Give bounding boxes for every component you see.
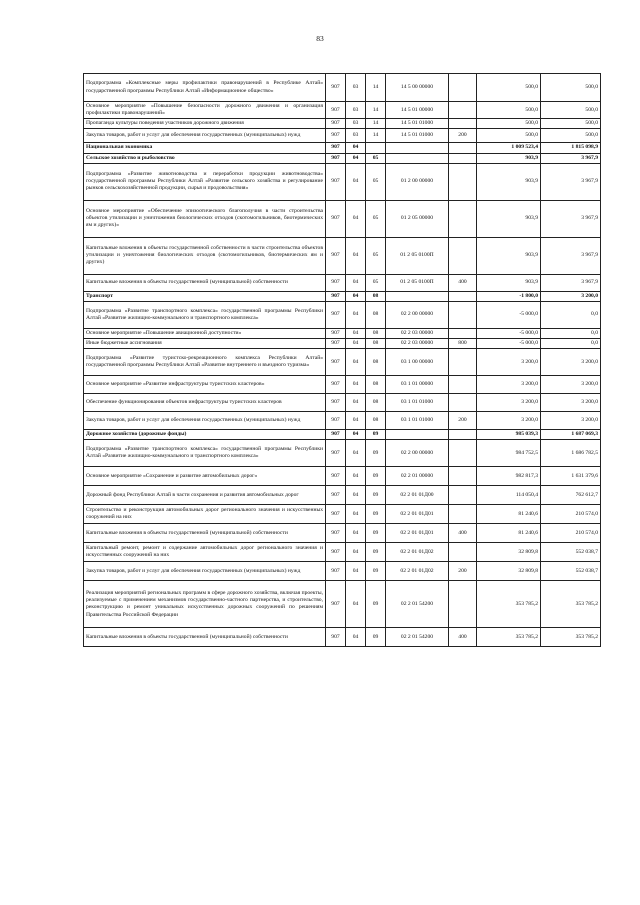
row-name: Подпрограмма «Развитие животноводства и переработки продукции животноводства» государственной программы Республики Алтай «Развитие сельского хозяйства и регулирование рынков сельскохозяйственной продукции, сырья и продовольствия» — [84, 163, 326, 200]
cell-subsection: 09 — [366, 562, 386, 581]
cell-expense-type — [449, 349, 477, 376]
cell-section: 04 — [346, 430, 366, 440]
table-row — [84, 505, 601, 524]
row-name: Закупка товаров, работ и услуг для обеспечения государственных (муниципальных) нужд — [84, 129, 326, 143]
table-row — [84, 119, 601, 129]
cell-amount-year-2: 500,0 — [541, 129, 601, 143]
cell-amount-year-1: 903,9 — [477, 153, 541, 163]
cell-expense-type: 400 — [449, 524, 477, 543]
cell-grbs: 907 — [326, 274, 346, 291]
cell-target-article: 14 5 01 01000 — [386, 119, 449, 129]
cell-section: 04 — [346, 153, 366, 163]
cell-target-article: 02 2 01 01Д02 — [386, 562, 449, 581]
row-name: Строительство и реконструкция автомобильных дорог регионального значения и искусственных сооружений на них — [84, 505, 326, 524]
row-name: Подпрограмма «Развитие туристско-рекреационного комплекса Республики Алтай» государственной программы Республики Алтай «Развитие внутреннего и въездного туризма» — [84, 349, 326, 376]
cell-amount-year-2: 210 574,0 — [541, 524, 601, 543]
cell-expense-type — [449, 153, 477, 163]
table-row — [84, 394, 601, 412]
row-name: Основное мероприятие «Повышение авиационной доступности» — [84, 328, 326, 338]
table-row — [84, 628, 601, 647]
cell-subsection: 09 — [366, 486, 386, 505]
cell-amount-year-1: 903,9 — [477, 274, 541, 291]
cell-target-article: 14 5 00 00000 — [386, 74, 449, 102]
cell-amount-year-1: 3 200,0 — [477, 376, 541, 394]
row-name: Сельское хозяйство и рыболовство — [84, 153, 326, 163]
row-name: Основное мероприятие «Сохранение и развитие автомобильных дорог» — [84, 467, 326, 486]
cell-subsection: 05 — [366, 153, 386, 163]
cell-amount-year-2: 1 686 782,5 — [541, 440, 601, 467]
cell-section: 04 — [346, 237, 366, 274]
cell-target-article: 01 2 00 00000 — [386, 163, 449, 200]
row-name: Капитальные вложения в объекты государственной (муниципальной) собственности — [84, 524, 326, 543]
row-name: Дорожное хозяйство (дорожные фонды) — [84, 430, 326, 440]
table-row — [84, 74, 601, 102]
row-name: Подпрограмма «Комплексные меры профилактики правонарушений в Республике Алтай» государственной программы Республики Алтай «Информационное общество» — [84, 74, 326, 102]
cell-amount-year-2: 1 687 069,3 — [541, 430, 601, 440]
cell-subsection: 05 — [366, 237, 386, 274]
cell-grbs: 907 — [326, 153, 346, 163]
cell-amount-year-2: 3 967,9 — [541, 237, 601, 274]
cell-target-article: 02 2 01 01Д01 — [386, 524, 449, 543]
cell-amount-year-1: -5 000,0 — [477, 328, 541, 338]
cell-expense-type — [449, 543, 477, 562]
cell-target-article: 02 2 03 00000 — [386, 328, 449, 338]
cell-section: 04 — [346, 440, 366, 467]
budget-table — [83, 73, 601, 647]
cell-subsection: 09 — [366, 581, 386, 628]
cell-amount-year-1: 81 240,6 — [477, 524, 541, 543]
cell-amount-year-1: 500,0 — [477, 119, 541, 129]
cell-grbs: 907 — [326, 328, 346, 338]
row-name: Закупка товаров, работ и услуг для обеспечения государственных (муниципальных) нужд — [84, 412, 326, 430]
table-row — [84, 339, 601, 349]
cell-target-article: 02 2 01 54200 — [386, 581, 449, 628]
cell-amount-year-1: 32 809,8 — [477, 543, 541, 562]
cell-amount-year-2: 3 200,0 — [541, 349, 601, 376]
row-name: Капитальные вложения в объекты государственной (муниципальной) собственности — [84, 274, 326, 291]
cell-section: 04 — [346, 301, 366, 328]
cell-target-article: 03 1 01 00000 — [386, 376, 449, 394]
cell-grbs: 907 — [326, 543, 346, 562]
cell-target-article: 02 2 01 54200 — [386, 628, 449, 647]
cell-grbs: 907 — [326, 200, 346, 237]
cell-expense-type — [449, 143, 477, 153]
cell-target-article: 02 2 01 00000 — [386, 467, 449, 486]
cell-subsection: 08 — [366, 291, 386, 301]
cell-grbs: 907 — [326, 440, 346, 467]
cell-section: 04 — [346, 524, 366, 543]
table-row — [84, 562, 601, 581]
cell-section: 04 — [346, 486, 366, 505]
cell-grbs: 907 — [326, 339, 346, 349]
cell-amount-year-2: 500,0 — [541, 74, 601, 102]
cell-grbs: 907 — [326, 628, 346, 647]
row-name: Иные бюджетные ассигнования — [84, 339, 326, 349]
cell-target-article: 03 1 01 01000 — [386, 394, 449, 412]
cell-subsection: 09 — [366, 524, 386, 543]
cell-section: 04 — [346, 543, 366, 562]
cell-expense-type — [449, 74, 477, 102]
cell-amount-year-1: 982 817,3 — [477, 467, 541, 486]
cell-target-article: 02 2 01 01Д02 — [386, 543, 449, 562]
cell-grbs: 907 — [326, 412, 346, 430]
table-row — [84, 376, 601, 394]
table-row — [84, 486, 601, 505]
cell-grbs: 907 — [326, 143, 346, 153]
cell-amount-year-2: 3 200,0 — [541, 291, 601, 301]
cell-target-article — [386, 291, 449, 301]
table-row — [84, 440, 601, 467]
cell-grbs: 907 — [326, 376, 346, 394]
cell-subsection: 14 — [366, 102, 386, 119]
cell-expense-type — [449, 505, 477, 524]
table-row — [84, 237, 601, 274]
cell-amount-year-1: -5 000,0 — [477, 339, 541, 349]
cell-subsection: 09 — [366, 628, 386, 647]
cell-amount-year-1: 500,0 — [477, 129, 541, 143]
cell-expense-type: 400 — [449, 274, 477, 291]
cell-subsection: 09 — [366, 440, 386, 467]
cell-target-article: 02 2 03 00000 — [386, 339, 449, 349]
cell-subsection: 14 — [366, 119, 386, 129]
cell-amount-year-2: 3 967,9 — [541, 274, 601, 291]
cell-target-article: 01 2 05 0100П — [386, 237, 449, 274]
cell-target-article: 01 2 05 00000 — [386, 200, 449, 237]
cell-subsection: 08 — [366, 412, 386, 430]
cell-amount-year-1: 500,0 — [477, 102, 541, 119]
cell-amount-year-2: 1 631 379,6 — [541, 467, 601, 486]
cell-amount-year-1: 353 785,2 — [477, 581, 541, 628]
cell-section: 04 — [346, 467, 366, 486]
table-row — [84, 143, 601, 153]
cell-grbs: 907 — [326, 237, 346, 274]
cell-section: 03 — [346, 102, 366, 119]
row-name: Реализация мероприятий региональных программ в сфере дорожного хозяйства, включая проекты, реализуемые с применением механизмов государственно-частного партнерства, и строительство, реконструкцию и ремонт уникальных искусственных дорожных сооружений по решениям Правительства Российской Федерации — [84, 581, 326, 628]
cell-grbs: 907 — [326, 505, 346, 524]
cell-target-article — [386, 153, 449, 163]
cell-amount-year-1: 114 050,4 — [477, 486, 541, 505]
cell-expense-type — [449, 237, 477, 274]
row-name: Основное мероприятие «Обеспечение эпизоотического благополучия в части строительства объектов утилизации и уничтожения биологических отходов (скотомогильников, биотермических ям и других)» — [84, 200, 326, 237]
row-name: Обеспечение функционирования объектов инфраструктуры туристских кластеров — [84, 394, 326, 412]
table-row — [84, 467, 601, 486]
cell-amount-year-1: 3 200,0 — [477, 394, 541, 412]
cell-expense-type — [449, 328, 477, 338]
cell-expense-type: 800 — [449, 339, 477, 349]
cell-subsection: 08 — [366, 394, 386, 412]
cell-subsection: 05 — [366, 274, 386, 291]
table-row — [84, 524, 601, 543]
cell-amount-year-1: 984 752,5 — [477, 440, 541, 467]
cell-section: 04 — [346, 628, 366, 647]
table-row — [84, 200, 601, 237]
cell-subsection: 09 — [366, 430, 386, 440]
cell-grbs: 907 — [326, 467, 346, 486]
cell-expense-type — [449, 430, 477, 440]
row-name: Капитальные вложения в объекты государственной собственности в части строительства объектов утилизации и уничтожения биологических отходов (скотомогильников, биотермических ям и других) — [84, 237, 326, 274]
cell-expense-type: 200 — [449, 412, 477, 430]
cell-subsection: 08 — [366, 349, 386, 376]
cell-amount-year-2: 3 200,0 — [541, 394, 601, 412]
cell-expense-type — [449, 440, 477, 467]
cell-section: 04 — [346, 163, 366, 200]
cell-subsection: 14 — [366, 129, 386, 143]
row-name: Подпрограмма «Развитие транспортного комплекса» государственной программы Республики Алтай «Развитие жилищно-коммунального и транспортного комплекса» — [84, 440, 326, 467]
cell-grbs: 907 — [326, 486, 346, 505]
cell-amount-year-1: 3 200,0 — [477, 349, 541, 376]
cell-grbs: 907 — [326, 581, 346, 628]
cell-amount-year-2: 762 612,7 — [541, 486, 601, 505]
row-name: Закупка товаров, работ и услуг для обеспечения государственных (муниципальных) нужд — [84, 562, 326, 581]
cell-target-article: 02 2 01 01Д00 — [386, 486, 449, 505]
cell-expense-type: 200 — [449, 562, 477, 581]
cell-amount-year-2: 552 038,7 — [541, 562, 601, 581]
cell-grbs: 907 — [326, 524, 346, 543]
table-row — [84, 129, 601, 143]
cell-amount-year-1: 3 200,0 — [477, 412, 541, 430]
table-row — [84, 543, 601, 562]
cell-grbs: 907 — [326, 119, 346, 129]
cell-amount-year-1: -5 000,0 — [477, 301, 541, 328]
cell-expense-type: 200 — [449, 129, 477, 143]
cell-target-article: 14 5 01 00000 — [386, 102, 449, 119]
cell-amount-year-1: 353 785,2 — [477, 628, 541, 647]
cell-subsection: 08 — [366, 376, 386, 394]
cell-section: 04 — [346, 143, 366, 153]
cell-amount-year-1: 903,9 — [477, 163, 541, 200]
cell-section: 03 — [346, 129, 366, 143]
cell-amount-year-1: -1 800,0 — [477, 291, 541, 301]
cell-subsection: 05 — [366, 200, 386, 237]
cell-subsection — [366, 143, 386, 153]
cell-target-article — [386, 430, 449, 440]
cell-grbs: 907 — [326, 394, 346, 412]
cell-subsection: 08 — [366, 301, 386, 328]
cell-subsection: 09 — [366, 467, 386, 486]
cell-expense-type — [449, 102, 477, 119]
table-row — [84, 412, 601, 430]
row-name: Капитальный ремонт, ремонт и содержание автомобильных дорог регионального значения и искусственных сооружений на них — [84, 543, 326, 562]
cell-subsection: 09 — [366, 543, 386, 562]
table-row — [84, 430, 601, 440]
cell-expense-type — [449, 486, 477, 505]
cell-section: 04 — [346, 376, 366, 394]
cell-section: 04 — [346, 291, 366, 301]
cell-amount-year-2: 500,0 — [541, 102, 601, 119]
row-name: Дорожный фонд Республики Алтай в части сохранения и развития автомобильных дорог — [84, 486, 326, 505]
cell-expense-type — [449, 119, 477, 129]
cell-amount-year-2: 1 815 098,9 — [541, 143, 601, 153]
cell-section: 03 — [346, 119, 366, 129]
cell-section: 04 — [346, 505, 366, 524]
cell-amount-year-2: 210 574,0 — [541, 505, 601, 524]
table-row — [84, 274, 601, 291]
cell-amount-year-1: 81 240,6 — [477, 505, 541, 524]
cell-expense-type — [449, 291, 477, 301]
cell-amount-year-1: 500,0 — [477, 74, 541, 102]
cell-amount-year-2: 0,0 — [541, 339, 601, 349]
cell-target-article: 03 1 01 01000 — [386, 412, 449, 430]
cell-expense-type — [449, 467, 477, 486]
cell-amount-year-1: 32 809,8 — [477, 562, 541, 581]
row-name: Основное мероприятие «Развитие инфраструктуры туристских кластеров» — [84, 376, 326, 394]
cell-amount-year-2: 353 785,2 — [541, 581, 601, 628]
row-name: Пропаганда культуры поведения участников дорожного движения — [84, 119, 326, 129]
cell-grbs: 907 — [326, 349, 346, 376]
cell-amount-year-2: 3 967,9 — [541, 153, 601, 163]
cell-amount-year-2: 3 200,0 — [541, 376, 601, 394]
cell-grbs: 907 — [326, 562, 346, 581]
cell-section: 04 — [346, 562, 366, 581]
cell-amount-year-2: 552 038,7 — [541, 543, 601, 562]
row-name: Транспорт — [84, 291, 326, 301]
table-row — [84, 328, 601, 338]
cell-expense-type — [449, 301, 477, 328]
cell-subsection: 08 — [366, 328, 386, 338]
cell-section: 04 — [346, 339, 366, 349]
row-name: Капитальные вложения в объекты государственной (муниципальной) собственности — [84, 628, 326, 647]
cell-grbs: 907 — [326, 129, 346, 143]
table-row — [84, 153, 601, 163]
cell-expense-type — [449, 394, 477, 412]
cell-amount-year-1: 1 009 523,4 — [477, 143, 541, 153]
cell-grbs: 907 — [326, 430, 346, 440]
cell-subsection: 14 — [366, 74, 386, 102]
cell-target-article: 03 1 00 00000 — [386, 349, 449, 376]
cell-expense-type: 400 — [449, 628, 477, 647]
cell-grbs: 907 — [326, 163, 346, 200]
cell-target-article: 01 2 05 0100П — [386, 274, 449, 291]
budget-table-body — [84, 74, 601, 647]
cell-section: 04 — [346, 349, 366, 376]
cell-expense-type — [449, 581, 477, 628]
cell-expense-type — [449, 200, 477, 237]
cell-target-article: 02 2 00 00000 — [386, 440, 449, 467]
cell-amount-year-2: 0,0 — [541, 301, 601, 328]
cell-amount-year-1: 903,9 — [477, 200, 541, 237]
cell-amount-year-2: 500,0 — [541, 119, 601, 129]
cell-grbs: 907 — [326, 301, 346, 328]
cell-grbs: 907 — [326, 102, 346, 119]
cell-grbs: 907 — [326, 74, 346, 102]
cell-section: 04 — [346, 394, 366, 412]
cell-section: 04 — [346, 274, 366, 291]
cell-subsection: 09 — [366, 505, 386, 524]
cell-grbs: 907 — [326, 291, 346, 301]
cell-section: 03 — [346, 74, 366, 102]
row-name: Основное мероприятие «Повышение безопасности дорожного движения и организация профилактики правонарушений» — [84, 102, 326, 119]
cell-target-article: 14 5 01 01000 — [386, 129, 449, 143]
cell-section: 04 — [346, 412, 366, 430]
table-row — [84, 349, 601, 376]
cell-section: 04 — [346, 581, 366, 628]
cell-target-article: 02 2 00 00000 — [386, 301, 449, 328]
cell-expense-type — [449, 376, 477, 394]
cell-subsection: 05 — [366, 163, 386, 200]
page-number: 83 — [316, 34, 324, 43]
cell-amount-year-2: 0,0 — [541, 328, 601, 338]
cell-expense-type — [449, 163, 477, 200]
cell-section: 04 — [346, 200, 366, 237]
cell-amount-year-2: 3 200,0 — [541, 412, 601, 430]
cell-amount-year-2: 353 785,2 — [541, 628, 601, 647]
cell-section: 04 — [346, 328, 366, 338]
table-row — [84, 581, 601, 628]
cell-subsection: 08 — [366, 339, 386, 349]
cell-amount-year-1: 903,9 — [477, 237, 541, 274]
table-row — [84, 163, 601, 200]
cell-target-article: 02 2 01 01Д01 — [386, 505, 449, 524]
table-row — [84, 102, 601, 119]
row-name: Подпрограмма «Развитие транспортного комплекса» государственной программы Республики Алтай «Развитие жилищно-коммунального и транспортного комплекса» — [84, 301, 326, 328]
cell-target-article — [386, 143, 449, 153]
cell-amount-year-2: 3 967,9 — [541, 200, 601, 237]
table-row — [84, 291, 601, 301]
cell-amount-year-1: 985 039,3 — [477, 430, 541, 440]
row-name: Национальная экономика — [84, 143, 326, 153]
table-row — [84, 301, 601, 328]
cell-amount-year-2: 3 967,9 — [541, 163, 601, 200]
